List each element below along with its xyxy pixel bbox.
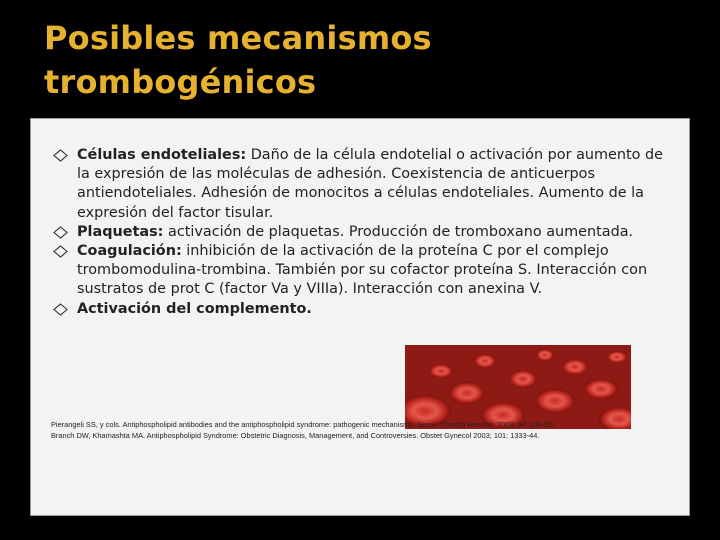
bullet-heading: Células endoteliales: — [77, 147, 247, 163]
red-blood-cells-image — [405, 345, 631, 429]
references — [51, 419, 671, 441]
bullet-heading: Coagulación: — [77, 243, 182, 260]
hollow-diamond-icon — [53, 303, 68, 316]
content-panel — [30, 118, 690, 516]
slide-title — [44, 16, 432, 104]
bullet-platelets — [53, 223, 673, 242]
title-band — [0, 0, 720, 112]
bullet-text: inhibición de la activación de la proteína C por el complejo trombomodulina-trombina. También por su cofactor proteína S. Interacción con sustratos de prot C (factor Va y VIIIa). Interacción con anexina V. — [77, 243, 648, 298]
hollow-diamond-icon — [53, 149, 68, 162]
red-blood-cells-illustration — [405, 345, 631, 429]
hollow-diamond-icon — [53, 245, 68, 258]
bullet-coagulation — [53, 242, 673, 300]
slide-title-line-1: Posibles mecanismos — [44, 19, 432, 57]
bullet-list — [53, 146, 673, 319]
bullet-heading: Plaquetas: — [77, 223, 164, 240]
hollow-diamond-icon — [53, 226, 68, 239]
reference-2: Branch DW, Khamashta MA. Antiphospholipid Syndrome: Obstetric Diagnosis, Management, and Controversies. Obstet Gynecol 2003; 101: 1333-44. — [51, 431, 540, 440]
bullet-endothelial-cells — [53, 146, 673, 223]
slide-title-line-2: trombogénicos — [44, 63, 317, 101]
bullet-text: Daño de la célula endotelial o activación por aumento de la expresión de las moléculas de adhesión. Coexistencia de anticuerpos antiendoteliales. Adhesión de monocitos a células endoteliales. Aumento de la expresión del factor tisular. — [77, 147, 664, 221]
reference-1: Pierangeli SS, y cols. Antiphospholipid antibodies and the antiphospholipid syndrome: pathogenic mechanisms. Semin Thromb Hemost. 2008; 34: 236-50. — [51, 420, 555, 429]
bullet-heading: Activación del complemento. — [77, 300, 312, 317]
bullet-text: activación de plaquetas. Producción de tromboxano aumentada. — [163, 223, 634, 240]
bullet-complement-activation — [53, 300, 673, 319]
